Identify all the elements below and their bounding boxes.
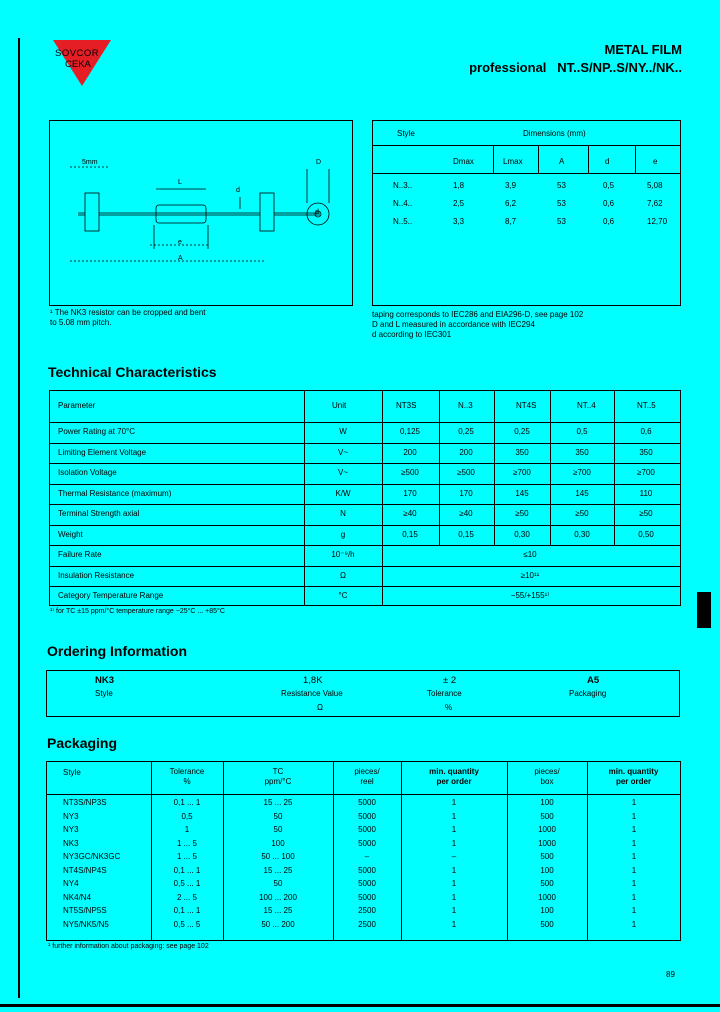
tech-row-divider xyxy=(50,586,680,587)
pack-cell: 1 xyxy=(451,892,457,902)
pack-cell: 0,1 ... 1 xyxy=(173,906,201,915)
tech-row-divider xyxy=(50,504,680,505)
dim-header-d: d xyxy=(605,157,610,166)
pack-cell: – xyxy=(451,852,457,861)
tech-param: Weight xyxy=(58,529,83,539)
pack-cell: 1 ... 5 xyxy=(176,852,197,861)
resistor-drawing-icon xyxy=(50,121,352,305)
dim-cell: 6,2 xyxy=(505,199,517,208)
order-resistance-value: 1,8K xyxy=(303,675,323,686)
pack-cell: 1 xyxy=(631,798,637,807)
dim-cell: 12,70 xyxy=(647,217,668,226)
dim-style-header: Style xyxy=(397,129,415,138)
pack-cell: 1 xyxy=(631,919,637,929)
tech-failure-rate-value: ≤10 xyxy=(523,550,537,559)
pack-cell: 1 xyxy=(451,865,457,875)
tech-col-divider xyxy=(304,391,305,605)
tech-cell: 0,50 xyxy=(638,529,654,539)
dim-header-e: e xyxy=(653,157,658,166)
dimension-drawing xyxy=(49,120,353,306)
tech-col-divider xyxy=(614,391,615,545)
pack-header-line2: per order xyxy=(436,777,472,786)
pack-cell: 0,5 ... 1 xyxy=(173,879,201,888)
label-e: e xyxy=(178,239,182,246)
tech-insulation-value: ≥10¹¹ xyxy=(520,570,540,580)
pack-cell: 100 ... 200 xyxy=(259,892,297,902)
pack-cell: 1 xyxy=(451,811,457,821)
dim-cell: 0,6 xyxy=(603,217,615,226)
dim-header-L: Lmax xyxy=(503,157,523,166)
dim-cell: 3,3 xyxy=(453,217,465,226)
pack-cell: 1 xyxy=(631,825,637,834)
page-number: 89 xyxy=(666,970,675,979)
order-packaging-value: A5 xyxy=(587,675,600,686)
pack-style-cell: NT3S/NP3S xyxy=(63,798,107,807)
order-packaging-label: Packaging xyxy=(569,689,607,698)
tech-cell: 0,5 xyxy=(576,427,588,436)
order-style-value: NK3 xyxy=(95,675,115,686)
dim-note-2: D and L measured in accordance with IEC294 xyxy=(372,320,535,329)
tech-cell: K/W xyxy=(335,488,351,498)
pack-style-cell: NK3 xyxy=(63,838,79,848)
pack-cell: 50 ... 100 xyxy=(261,852,295,861)
pack-cell: 500 xyxy=(540,919,554,929)
tech-cell: 350 xyxy=(575,447,589,457)
pack-cell: 1000 xyxy=(538,892,556,902)
tech-cell: ≥700 xyxy=(573,468,591,477)
tech-row-divider xyxy=(50,545,680,546)
pack-cell: 1 xyxy=(631,879,637,888)
ordering-title: Ordering Information xyxy=(47,643,187,659)
tech-cell: 0,25 xyxy=(514,427,530,436)
tech-cell: 110 xyxy=(639,488,653,498)
dim-cell: 0,6 xyxy=(603,199,615,208)
pack-cell: 1 xyxy=(184,825,190,834)
pack-header-style: Style xyxy=(63,768,81,777)
order-tolerance-unit: % xyxy=(445,703,453,712)
pack-style-cell: NY4 xyxy=(63,879,79,888)
pack-cell: 1 xyxy=(631,811,637,821)
subtitle-models: NT..S/NP..S/NY../NK.. xyxy=(557,60,682,75)
tech-header-cell: NT..4 xyxy=(577,401,596,410)
dim-note-1: taping corresponds to IEC286 and EIA296-D, see page 102 xyxy=(372,310,584,319)
dim-cell: 2,5 xyxy=(453,199,465,208)
dim-cell: 0,5 xyxy=(603,181,615,190)
pack-header-line1: TC xyxy=(272,767,284,776)
tech-cell: 0,30 xyxy=(514,529,530,539)
dim-cell: 3,9 xyxy=(505,181,517,190)
tech-cell: 0,15 xyxy=(402,529,418,539)
pack-cell: 5000 xyxy=(358,892,376,902)
tech-cell: ≥500 xyxy=(457,468,475,477)
order-resistance-unit: Ω xyxy=(317,703,323,712)
pack-cell: – xyxy=(364,852,370,861)
pack-cell: 1 xyxy=(451,906,457,915)
page-subtitle xyxy=(469,60,682,75)
dim-cell: 8,7 xyxy=(505,217,517,226)
dim-header-A: A xyxy=(559,157,565,166)
pack-cell: 1 xyxy=(631,892,637,902)
tech-col-divider xyxy=(382,391,383,605)
pack-cell: 50 ... 200 xyxy=(261,919,295,929)
pack-cell: 1 ... 5 xyxy=(176,838,197,848)
pack-header-line2: % xyxy=(183,777,191,786)
pack-style-cell: NT5S/NP5S xyxy=(63,906,107,915)
page-edge-marker xyxy=(697,592,711,628)
pack-style-cell: NK4/N4 xyxy=(63,892,92,902)
tech-cell: 170 xyxy=(459,488,473,498)
pack-cell: 1 xyxy=(451,798,457,807)
pack-cell: 15 ... 25 xyxy=(263,906,293,915)
order-style-label: Style xyxy=(95,689,113,698)
pack-cell: 500 xyxy=(540,852,554,861)
tech-row-divider xyxy=(50,525,680,526)
packaging-table xyxy=(46,761,681,941)
tech-param: Limiting Element Voltage xyxy=(58,447,147,457)
pack-header-line1: min. quantity xyxy=(608,767,659,776)
pack-cell: 0,5 ... 5 xyxy=(173,919,201,929)
tech-header-cell: Parameter xyxy=(58,401,96,410)
tech-cell: 145 xyxy=(515,488,529,498)
label-A: A xyxy=(178,255,183,262)
label-d: d xyxy=(236,187,240,194)
tech-cell: 170 xyxy=(403,488,417,498)
dim-cell: N..4.. xyxy=(393,199,413,208)
tech-header-cell: N..3 xyxy=(458,401,473,410)
tech-cell: 0,25 xyxy=(458,427,474,436)
tech-row-divider xyxy=(50,443,680,444)
pack-header-line2: ppm/°C xyxy=(264,777,292,786)
tech-row-divider xyxy=(50,463,680,464)
pack-cell: 50 xyxy=(273,825,283,834)
pack-cell: 5000 xyxy=(358,798,376,807)
pack-cell: 5000 xyxy=(358,838,376,848)
pack-cell: 2500 xyxy=(358,906,376,915)
tech-cell: ≥700 xyxy=(637,468,655,477)
pack-style-cell: NT4S/NP4S xyxy=(63,865,107,875)
dim-notes xyxy=(372,310,583,340)
pack-header-line1: pieces/ xyxy=(534,767,560,776)
order-tolerance-value: ± 2 xyxy=(443,675,457,686)
tech-cell: ≥40 xyxy=(403,509,417,518)
pack-header-line1: min. quantity xyxy=(429,767,479,776)
tech-failure-rate-unit: 10⁻⁹/h xyxy=(331,550,355,559)
pack-header-line1: Tolerance xyxy=(169,767,205,776)
tech-header-cell: NT..5 xyxy=(637,401,656,410)
pack-cell: 15 ... 25 xyxy=(263,798,293,807)
dimensions-table xyxy=(372,120,681,306)
order-resistance-label: Resistance Value xyxy=(281,689,343,698)
pack-cell: 100 xyxy=(271,838,285,848)
tech-cell: ≥50 xyxy=(575,509,589,518)
tech-cell: ≥40 xyxy=(459,509,473,518)
tech-footnote: ¹⁾ for TC ±15 ppm/°C temperature range −25°C ... +85°C xyxy=(50,608,225,615)
dim-cell: 1,8 xyxy=(453,181,465,190)
label-d-wire: d xyxy=(315,209,319,216)
dim-header-D: Dmax xyxy=(453,157,474,166)
ordering-box xyxy=(46,670,680,717)
page-bottom-rule xyxy=(0,1004,720,1007)
pack-style-cell: NY3 xyxy=(63,811,79,821)
tech-failure-rate-label: Failure Rate xyxy=(58,550,102,559)
pack-cell: 50 xyxy=(273,879,283,888)
pack-cell: 0,1 ... 1 xyxy=(173,798,201,807)
brand-line2: CEKA xyxy=(65,59,91,70)
pack-cell: 2 ... 5 xyxy=(176,892,197,902)
tech-cell: ≥500 xyxy=(401,468,419,477)
label-L: L xyxy=(178,179,182,186)
tech-cell: ≥50 xyxy=(639,509,653,518)
pack-cell: 5000 xyxy=(358,825,376,834)
pack-cell: 1 xyxy=(631,838,637,848)
pack-header-line2: box xyxy=(540,777,554,786)
dim-cell: 53 xyxy=(557,217,566,226)
pack-cell: 1 xyxy=(451,919,457,929)
pack-style-cell: NY5/NK5/N5 xyxy=(63,919,109,929)
logo xyxy=(49,38,115,88)
order-tolerance-label: Tolerance xyxy=(427,689,462,698)
pack-row-divider xyxy=(47,794,680,795)
tech-temp-range-value: −55/+155¹⁾ xyxy=(510,591,550,600)
tech-cell: ≥700 xyxy=(513,468,531,477)
tech-cell: V~ xyxy=(337,468,348,477)
pack-style-cell: NY3GC/NK3GC xyxy=(63,852,121,861)
pack-header-line2: per order xyxy=(615,777,652,786)
tech-cell: 0,15 xyxy=(458,529,474,539)
pack-cell: 5000 xyxy=(358,879,376,888)
pack-cell: 1 xyxy=(631,906,637,915)
page-title: METAL FILM xyxy=(604,42,682,57)
tech-cell: 350 xyxy=(515,447,529,457)
pack-style-cell: NY3 xyxy=(63,825,79,834)
tech-table xyxy=(49,390,681,606)
pack-cell: 0,1 ... 1 xyxy=(173,865,201,875)
tech-row-divider xyxy=(50,484,680,485)
pack-cell: 1 xyxy=(451,879,457,888)
pack-cell: 1 xyxy=(451,825,457,834)
dim-note-3: d according to IEC301 xyxy=(372,330,452,339)
tech-insulation-label: Insulation Resistance xyxy=(58,570,135,580)
pack-cell: 2500 xyxy=(358,919,376,929)
pack-cell: 15 ... 25 xyxy=(263,865,293,875)
tech-cell: 145 xyxy=(575,488,589,498)
dim-cell: N..5.. xyxy=(393,217,413,226)
diagram-note: ¹ The NK3 resistor can be cropped and bent to 5.08 mm pitch. xyxy=(50,308,206,327)
pack-cell: 100 xyxy=(540,906,554,915)
pack-cell: 0,5 xyxy=(181,811,193,821)
tech-cell: 200 xyxy=(459,447,473,457)
brand-line1: SOVCOR xyxy=(55,48,100,59)
pack-cell: 1 xyxy=(451,838,457,848)
tech-param: Isolation Voltage xyxy=(58,468,117,477)
tech-cell: 0,30 xyxy=(574,529,590,539)
dim-caption: Dimensions (mm) xyxy=(523,129,586,138)
pack-cell: 1 xyxy=(631,865,637,875)
tech-row-divider xyxy=(50,566,680,567)
margin-line xyxy=(18,38,20,998)
tech-title: Technical Characteristics xyxy=(48,364,217,380)
tech-cell: 350 xyxy=(639,447,653,457)
tech-insulation-unit: Ω xyxy=(340,570,346,580)
tech-cell: 0,6 xyxy=(640,427,652,436)
pack-header-line2: reel xyxy=(360,777,374,786)
tech-param: Power Rating at 70°C xyxy=(58,427,136,436)
subtitle-prefix: professional xyxy=(469,60,547,75)
label-D: D xyxy=(316,159,322,166)
pack-header-line1: pieces/ xyxy=(354,767,380,776)
pack-cell: 50 xyxy=(273,811,283,821)
dim-cell: N..3.. xyxy=(393,181,413,190)
pack-cell: 500 xyxy=(540,879,554,888)
dim-cell: 5,08 xyxy=(647,181,663,190)
pack-cell: 5000 xyxy=(358,811,376,821)
pack-cell: 1000 xyxy=(538,838,556,848)
pack-cell: 500 xyxy=(540,811,554,821)
tech-header-cell: NT4S xyxy=(516,401,537,410)
tech-cell: ≥50 xyxy=(515,509,529,518)
tech-cell: N xyxy=(340,509,346,518)
label-5mm: 5mm xyxy=(82,159,98,166)
pack-cell: 1 xyxy=(631,852,637,861)
tech-param: Terminal Strength axial xyxy=(58,509,140,518)
dim-cell: 7,62 xyxy=(647,199,663,208)
pack-cell: 5000 xyxy=(358,865,376,875)
dim-cell: 53 xyxy=(557,181,566,190)
pack-cell: 1000 xyxy=(538,825,556,834)
tech-row-divider xyxy=(50,422,680,423)
pack-cell: 100 xyxy=(540,798,554,807)
tech-cell: g xyxy=(340,529,346,539)
tech-temp-range-label: Category Temperature Range xyxy=(58,591,164,600)
packaging-title: Packaging xyxy=(47,735,118,751)
pack-cell: 100 xyxy=(540,865,554,875)
tech-header-cell: NT3S xyxy=(396,401,417,410)
dim-cell: 53 xyxy=(557,199,566,208)
tech-cell: 0,125 xyxy=(399,427,421,436)
tech-param: Thermal Resistance (maximum) xyxy=(58,488,172,498)
tech-cell: V~ xyxy=(337,447,348,457)
tech-cell: W xyxy=(339,427,347,436)
tech-cell: 200 xyxy=(403,447,417,457)
packaging-note: ¹ further information about packaging: see page 102 xyxy=(48,943,209,950)
tech-header-cell: Unit xyxy=(332,401,347,410)
tech-temp-range-unit: °C xyxy=(338,591,348,600)
